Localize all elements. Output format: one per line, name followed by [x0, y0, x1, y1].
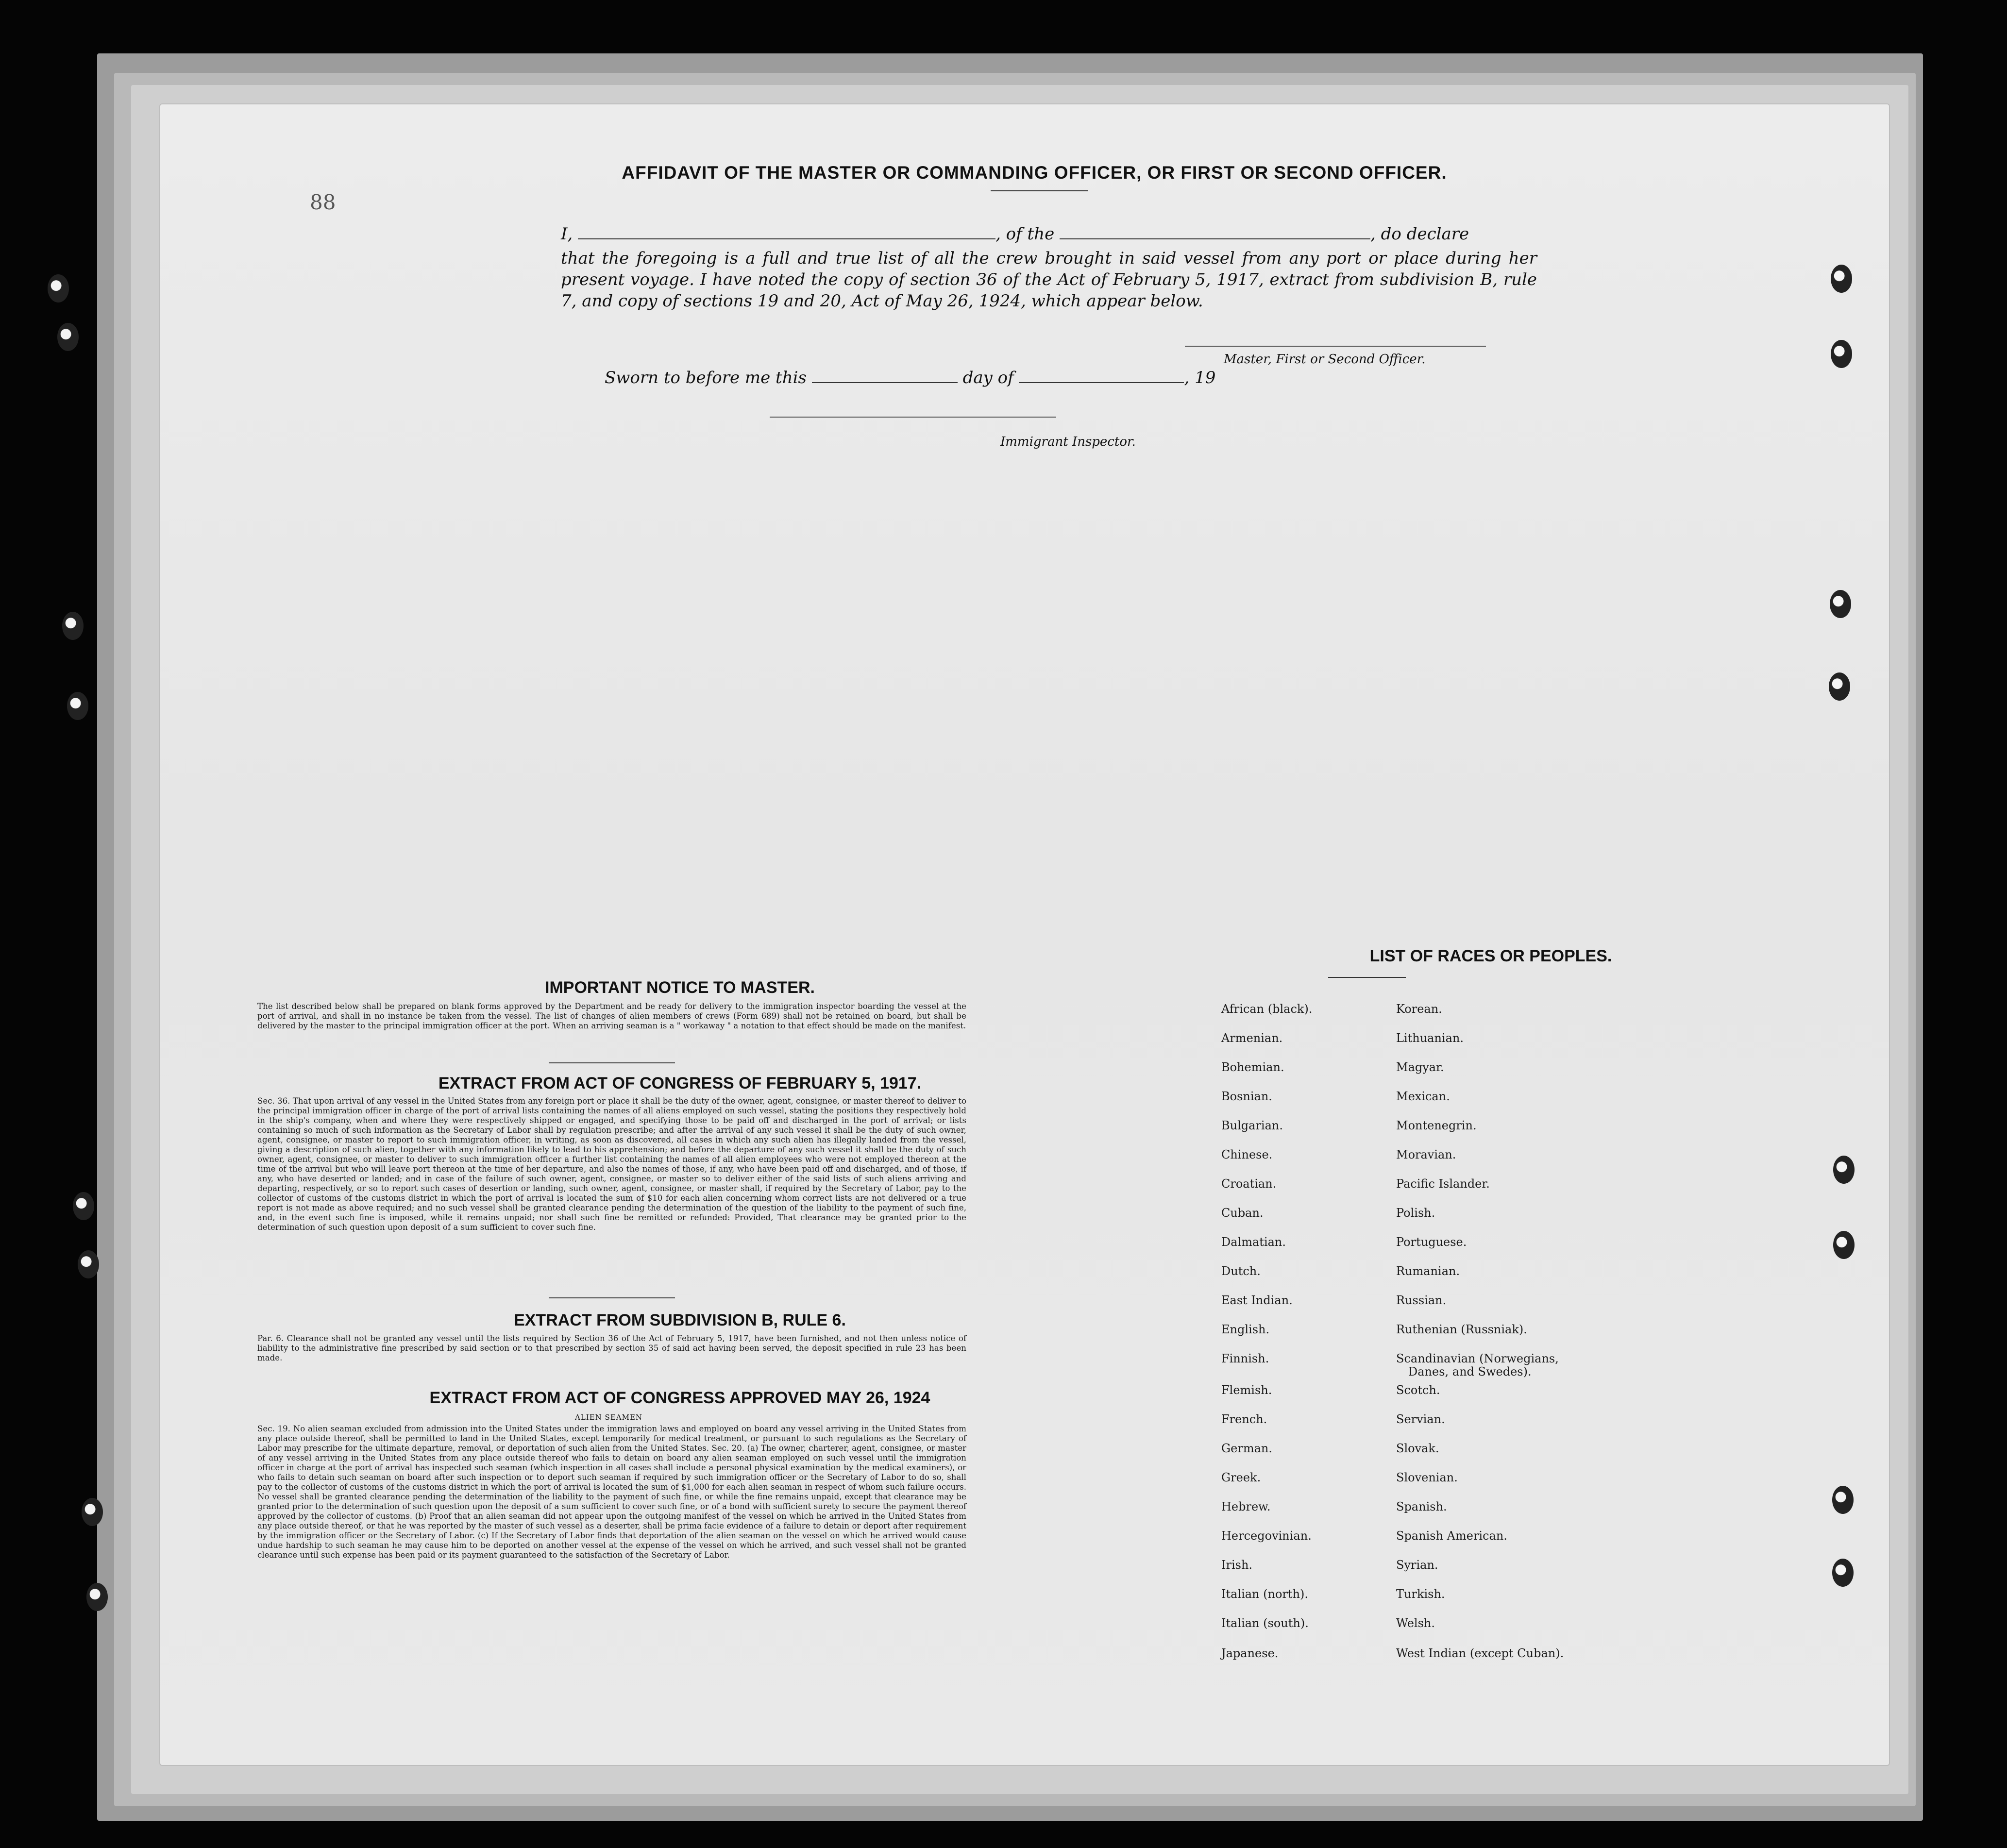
title-rule [1328, 977, 1406, 978]
race-item: Irish. [1221, 1558, 1253, 1572]
sworn-month-field[interactable] [1019, 368, 1184, 383]
race-item: Hebrew. [1221, 1500, 1271, 1513]
page-number: 88 [310, 190, 336, 214]
of-the-label: , of the [995, 224, 1055, 244]
race-item: Montenegrin. [1396, 1119, 1477, 1132]
race-item: Ruthenian (Russniak). [1396, 1323, 1527, 1336]
race-item: Flemish. [1221, 1383, 1272, 1397]
race-item: Bulgarian. [1221, 1119, 1283, 1132]
extract-rule6-title: EXTRACT FROM SUBDIVISION B, RULE 6. [514, 1311, 846, 1329]
race-item: Bosnian. [1221, 1090, 1272, 1103]
binder-hole-icon [78, 1250, 99, 1278]
race-item: English. [1221, 1323, 1270, 1336]
binder-hole-icon [1830, 590, 1851, 618]
race-item: Slovak. [1396, 1442, 1439, 1455]
race-item: Scandinavian (Norwegians, [1396, 1352, 1559, 1365]
race-item: Bohemian. [1221, 1060, 1284, 1074]
race-item: Moravian. [1396, 1148, 1456, 1161]
races-title: LIST OF RACES OR PEOPLES. [1369, 947, 1612, 965]
binder-hole-icon [73, 1192, 94, 1220]
extract-1917-title: EXTRACT FROM ACT OF CONGRESS OF FEBRUARY 5, 1917. [438, 1074, 922, 1092]
master-signature-field[interactable] [1185, 346, 1486, 347]
vessel-field[interactable] [1060, 224, 1370, 239]
race-item: Magyar. [1396, 1060, 1444, 1074]
inspector-signature-field[interactable] [770, 417, 1056, 418]
i-label: I, [561, 224, 573, 244]
race-item: East Indian. [1221, 1294, 1293, 1307]
race-item: Hercegovinian. [1221, 1529, 1312, 1543]
race-item: Scotch. [1396, 1383, 1440, 1397]
binder-hole-icon [48, 274, 69, 302]
binder-hole-icon [67, 692, 88, 720]
master-signature-label: Master, First or Second Officer. [1224, 352, 1426, 367]
binder-hole-icon [62, 612, 84, 640]
extract-1917-body: Sec. 36. That upon arrival of any vessel in the United States from any foreign port or place it shall be the duty of the owner, agent, consignee, or master thereof to deliver to the principal immigration officer in charge of the port of arrival lists containing the names of all aliens employed on such vessel, stating the positions they respectively hold in the ship's company, when and where they were respectively shipped or engaged, and specifying those to be paid off and discharged in the port of arrival; or lists containing so much of such information as the Secretary of Labor shall by regulation prescribe; and after the arrival of any such vessel it shall be the duty of such owner, agent, consignee, or master to report to such immigration officer, in writing, as soon as discovered, all cases in which any such alien has illegally landed from the vessel, giving a description of such alien, together with any information likely to lead to his apprehension; and before the departure of any such vessel it shall be the duty of such owner, agent, consignee, or master to deliver to such immigration officer a further list containing the names of all alien employees who were not employed thereon at the time of the arrival but who will leave port thereon at the time of her departure, and also the names of those, if any, who have been paid off and discharged, and of those, if any, who have deserted or landed; and in case of the failure of such owner, agent, consignee, or master so to deliver either of the said lists of such aliens arriving and departing, respectively, or so to report such cases of desertion or landing, such owner, agent, consignee, or master shall, if required by the Secretary of Labor, pay to the collector of customs of the customs district in which the port of arrival is located the sum of $10 for each alien concerning whom correct lists are not delivered or a true report is not made as above required; and no such vessel shall be granted clearance pending the determination of the question of the liability to the payment of such fine, and, in the event such fine is imposed, while it remains unpaid; nor shall such fine be remitted or refunded: Provided, That clearance may be granted prior to the determination of such question upon deposit of a sum sufficient to cover such fine. [257, 1096, 966, 1232]
binder-hole-icon [82, 1498, 103, 1526]
sworn-line [605, 367, 1284, 388]
binder-hole-icon [1831, 265, 1852, 293]
race-item: French. [1221, 1412, 1267, 1426]
declaration-line [561, 223, 1537, 245]
extract-1924-subtitle: ALIEN SEAMEN [575, 1413, 643, 1422]
title-rule [991, 190, 1088, 191]
race-item: Pacific Islander. [1396, 1177, 1490, 1191]
race-item: Danes, and Swedes). [1408, 1365, 1532, 1378]
sworn-label: Sworn to before me this [605, 368, 807, 387]
race-item: Croatian. [1221, 1177, 1277, 1191]
sworn-day-field[interactable] [812, 368, 958, 383]
race-item: Mexican. [1396, 1090, 1450, 1103]
binder-hole-icon [86, 1583, 108, 1611]
race-item: Welsh. [1396, 1616, 1435, 1630]
race-item: Italian (south). [1221, 1616, 1309, 1630]
race-item: Servian. [1396, 1412, 1445, 1426]
race-item: German. [1221, 1442, 1272, 1455]
race-item: Chinese. [1221, 1148, 1273, 1161]
race-item: Italian (north). [1221, 1587, 1309, 1601]
race-item: Cuban. [1221, 1206, 1264, 1220]
notice-body: The list described below shall be prepared on blank forms approved by the Department and be ready for delivery to the immigration inspector boarding the vessel at the port of arrival, and shall in no instance be taken from the vessel. The list of changes of alien members of crews (Form 689) shall not be retained on board, but shall be delivered by the master to the principal immigration officer at the port. When an arriving seaman is a " workaway " a notation to that effect should be made on the manifest. [257, 1002, 966, 1030]
binder-hole-icon [1833, 1156, 1855, 1184]
race-item: Dalmatian. [1221, 1235, 1286, 1249]
race-item: African (black). [1221, 1002, 1313, 1016]
name-field[interactable] [578, 224, 995, 239]
race-item: Spanish American. [1396, 1529, 1507, 1543]
race-item: Armenian. [1221, 1031, 1283, 1045]
notice-title: IMPORTANT NOTICE TO MASTER. [545, 978, 815, 997]
day-of-label: day of [962, 368, 1014, 387]
race-item: Russian. [1396, 1294, 1447, 1307]
race-item: Slovenian. [1396, 1471, 1458, 1484]
race-item: Rumanian. [1396, 1264, 1460, 1278]
binder-hole-icon [57, 323, 79, 351]
race-item: Syrian. [1396, 1558, 1438, 1572]
race-item: Turkish. [1396, 1587, 1445, 1601]
race-item: Japanese. [1221, 1646, 1279, 1660]
section-rule [549, 1297, 675, 1298]
race-item: Greek. [1221, 1471, 1261, 1484]
affidavit-title: AFFIDAVIT OF THE MASTER OR COMMANDING OFFICER, OR FIRST OR SECOND OFFICER. [622, 163, 1447, 183]
declaration-body: that the foregoing is a full and true list of all the crew brought in said vessel from any port or place during her present voyage. I have noted the copy of section 36 of the Act of February 5, 1917, extract from subdivision B, rule 7, and copy of sections 19 and 20, Act of May 26, 1924, which appear below. [561, 249, 1537, 311]
race-item: Lithuanian. [1396, 1031, 1464, 1045]
race-item: Finnish. [1221, 1352, 1269, 1365]
binder-hole-icon [1831, 340, 1852, 368]
year-label: , 19 [1184, 368, 1216, 387]
race-item: Korean. [1396, 1002, 1442, 1016]
extract-1924-body: Sec. 19. No alien seaman excluded from admission into the United States under the immigration laws and employed on board any vessel arriving in the United States from any place outside thereof, shall be permitted to land in the United States, except temporarily for medical treatment, or pursuant to such regulations as the Secretary of Labor may prescribe for the ultimate departure, removal, or deportation of such alien from the United States. Sec. 20. (a) The owner, charterer, agent, consignee, or master of any vessel arriving in the United States from any place outside thereof who fails to detain on board any alien seaman employed on such vessel until the immigration officer in charge at the port of arrival has inspected such seaman (which inspection in all cases shall include a personal physical examination by the medical examiners), or who fails to detain such seaman on board after such inspection or to deport such seaman if required by such immigration officer or the Secretary of Labor to do so, shall pay to the collector of customs of the customs district in which the port of arrival is located the sum of $1,000 for each alien seaman in respect of whom such failure occurs. No vessel shall be granted clearance pending the determination of the liability to the payment of such fine, or while the fine remains unpaid, except that clearance may be granted prior to the determination of such question upon the deposit of a sum sufficient to cover such fine, or of a bond with sufficient surety to secure the payment thereof approved by the collector of customs. (b) Proof that an alien seaman did not appear upon the outgoing manifest of the vessel on which he arrived in the United States from any place outside thereof, or that he was reported by the master of such vessel as a deserter, shall be prima facie evidence of a failure to detain or deport after requirement by the immigration officer or the Secretary of Labor. (c) If the Secretary of Labor finds that deportation of the alien seaman on the vessel on which he arrived would cause undue hardship to such seaman he may cause him to be deported on another vessel at the expense of the vessel on which he arrived, and such vessel shall not be granted clearance until such expense has been paid or its payment guaranteed to the satisfaction of the Secretary of Labor. [257, 1424, 966, 1560]
race-item: Portuguese. [1396, 1235, 1467, 1249]
extract-rule6-body: Par. 6. Clearance shall not be granted any vessel until the lists required by Section 36 of the Act of February 5, 1917, have been furnished, and not then unless notice of liability to the administrative fine prescribed by said section or to that prescribed by section 35 of said act having been served, the deposit specified in rule 23 has been made. [257, 1334, 966, 1362]
race-item: Polish. [1396, 1206, 1435, 1220]
inspector-label: Immigrant Inspector. [1000, 435, 1136, 449]
binder-hole-icon [1832, 1559, 1854, 1587]
race-item: West Indian (except Cuban). [1396, 1646, 1564, 1660]
binder-hole-icon [1832, 1486, 1854, 1514]
extract-1924-title: EXTRACT FROM ACT OF CONGRESS APPROVED MAY 26, 1924 [429, 1389, 930, 1407]
do-declare-label: , do declare [1370, 224, 1469, 244]
section-rule [549, 1062, 675, 1063]
race-item: Dutch. [1221, 1264, 1261, 1278]
binder-hole-icon [1829, 672, 1850, 701]
binder-hole-icon [1833, 1231, 1855, 1259]
race-item: Spanish. [1396, 1500, 1447, 1513]
